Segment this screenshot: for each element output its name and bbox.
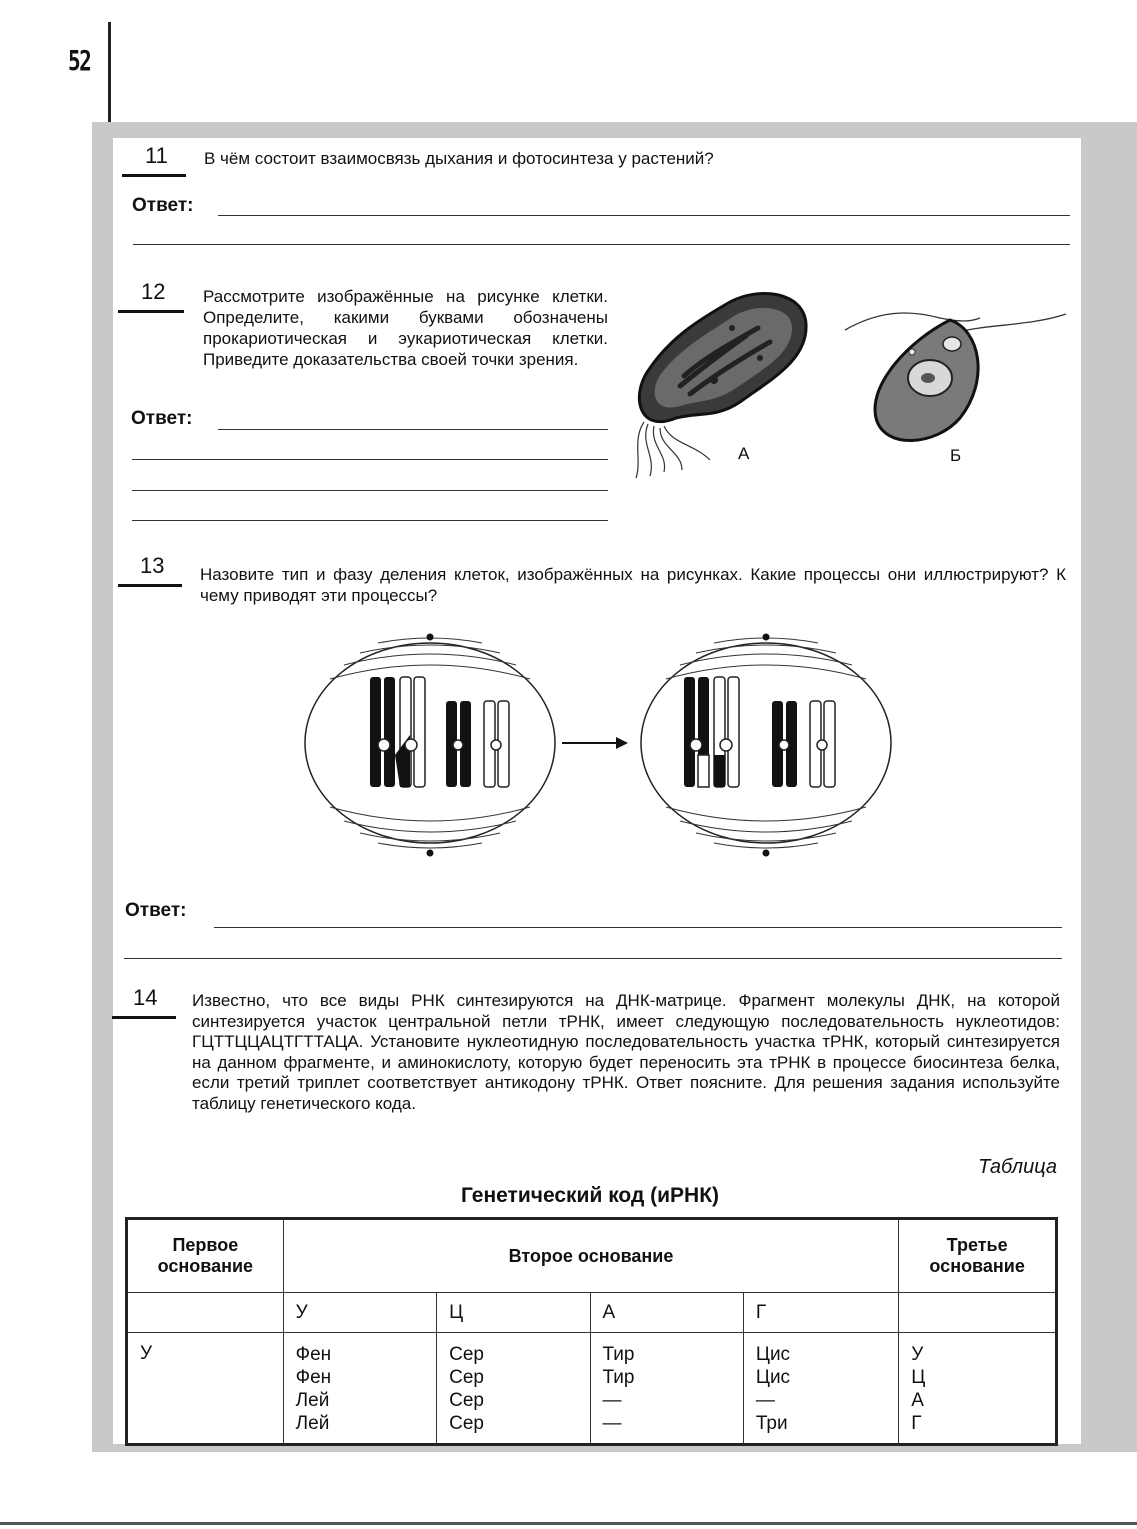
q11-text: В чём состоит взаимосвязь дыхания и фотосинтеза у растений? [204,149,714,168]
margin-rule [108,22,111,122]
first-base-u: У [127,1333,284,1445]
q12-answer-label: Ответ: [131,408,193,429]
q13-text: Назовите тип и фазу деления клеток, изображённых на рисунках. Какие процессы они иллюстрируют? К чему приводят эти процессы? [200,565,1066,605]
cell-left [305,634,555,857]
q14-text: Известно, что все виды РНК синтезируются на ДНК-матрице. Фрагмент молекулы ДНК, на которой синтезируется участок центральной петли тРНК, имеет следующую последовательность нуклеотидов: ГЦТТЦЦАЦТГТТАЦА. Установите нуклеотидную последовательность участка тРНК, который синтезируется на данном фрагменте, и аминокислоту, которую будет переносить эта тРНК в процессе биосинтеза белка, если третий триплет соответствует антикодону тРНК. Ответ поясните. Для решения задания используйте таблицу генетического кода. [192,991,1060,1113]
header-third-base: Третье основание [899,1219,1057,1293]
q14-number: 14 [133,985,158,1010]
codons-c: Сер Сер Сер Сер [437,1333,590,1445]
genetic-code-table [125,1217,1058,1446]
codons-u: Фен Фен Лей Лей [283,1333,436,1445]
arrow [562,737,628,749]
page-number: 52 [68,44,91,77]
q11-number-bar [122,174,186,177]
bacterium-body [639,293,806,421]
q12-answer-line-3[interactable] [132,490,608,491]
q11-answer-label: Ответ: [132,195,194,216]
q12-text: Рассмотрите изображённые на рисунке клетки. Определите, какими буквами обозначены прокариотическая и эукариотическая клетки. Приведите доказательства своей точки зрения. [203,287,608,369]
q13-answer-line-2[interactable] [124,958,1062,959]
empty-cell [127,1293,284,1333]
empty-cell [899,1293,1057,1333]
third-bases: У Ц А Г [899,1333,1057,1445]
cell-division-diagram [300,625,900,875]
q12-number-bar [118,310,184,313]
eukaryotic-cell-illustration [840,300,1070,450]
codons-a: Тир Тир — — [590,1333,743,1445]
q12-answer-line-2[interactable] [132,459,608,460]
header-second-base: Второе основание [283,1219,899,1293]
second-base-c: Ц [437,1293,590,1333]
second-base-a: А [590,1293,743,1333]
q13-number: 13 [140,553,165,578]
second-base-g: Г [743,1293,898,1333]
table-title: Генетический код (иРНК) [460,1184,720,1207]
cell-right [641,634,891,857]
q13-number-bar [118,584,182,587]
bacterium-flagella [636,422,710,478]
codons-g: Цис Цис — Три [743,1333,898,1445]
q12-answer-line-4[interactable] [132,520,608,521]
q11-number: 11 [145,143,168,168]
q11-answer-line-2[interactable] [133,244,1070,245]
q11-answer-line-1[interactable] [218,215,1070,216]
q12-number: 12 [141,279,166,304]
q13-answer-line-1[interactable] [214,927,1062,928]
bottom-rule [0,1522,1137,1525]
caption-a: А [738,444,750,463]
prokaryotic-cell-illustration [620,284,820,484]
q14-number-bar [112,1016,176,1019]
q13-answer-label: Ответ: [125,900,187,921]
header-first-base: Первое основание [127,1219,284,1293]
second-base-u: У [283,1293,436,1333]
caption-b: Б [950,446,962,465]
table-caption: Таблица [978,1156,1057,1178]
q12-answer-line-1[interactable] [218,429,608,430]
euglena-flagellum-right [958,314,1066,332]
